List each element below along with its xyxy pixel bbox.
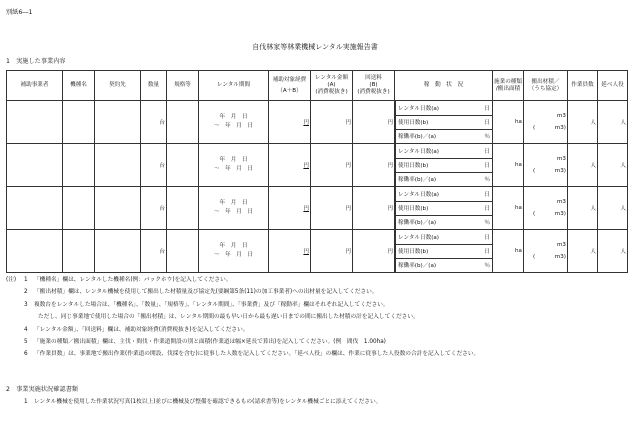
note-text: ただし、同じ事業地で使用した場合の「搬出材積」は、レンタル期間の最も早い日から最も遅い日までの間に搬出した材積の計を記入してください。 bbox=[38, 314, 419, 321]
person-days-cell[interactable]: 人 bbox=[597, 230, 627, 273]
note-number: 2 bbox=[24, 289, 28, 296]
header-quantity: 数量 bbox=[141, 71, 167, 101]
notes-label: (注) bbox=[6, 277, 17, 283]
document-item-number: 1 bbox=[24, 399, 28, 405]
header-rental-amount: レンタル金額 (A) (消費税抜き) bbox=[311, 71, 353, 101]
operation-status-cell bbox=[395, 230, 493, 273]
person-days-cell[interactable]: 人 bbox=[597, 101, 627, 144]
note-text: 「搬出材積」欄は、レンタル機械を使用して搬出した材積量及び協定先(要綱第5条(11)の加工事業者)への出材量を記入してください。 bbox=[34, 289, 378, 296]
utilization-rate-field[interactable]: 稼働率(b)／(a) ％ bbox=[396, 258, 493, 272]
section-2-heading: 2 事業実施状況確認書類 bbox=[6, 386, 78, 393]
section-1-heading: 1 実施した事業内容 bbox=[6, 58, 66, 65]
rental-days-field[interactable]: レンタル日数(a) 日 bbox=[396, 230, 493, 244]
spec-cell[interactable] bbox=[167, 187, 199, 230]
machine-cell[interactable] bbox=[63, 101, 95, 144]
spec-cell[interactable] bbox=[167, 144, 199, 187]
transport-fee-cell[interactable]: 円 bbox=[353, 187, 395, 230]
note-number: 1 bbox=[24, 277, 28, 283]
report-table bbox=[6, 70, 628, 273]
use-days-field[interactable]: 使用日数(b) 日 bbox=[396, 158, 493, 172]
subsidy-cost-cell[interactable]: 円 bbox=[269, 187, 311, 230]
work-area-cell[interactable]: ha bbox=[493, 230, 524, 273]
header-subsidy-cost: 補助対象経費 （A＋B） bbox=[269, 71, 311, 101]
table-row bbox=[7, 187, 628, 230]
spec-cell[interactable] bbox=[167, 230, 199, 273]
work-area-cell[interactable]: ha bbox=[493, 187, 524, 230]
subsidy-cost-cell[interactable]: 円 bbox=[269, 144, 311, 187]
table-header-row bbox=[7, 71, 628, 101]
use-days-field[interactable]: 使用日数(b) 日 bbox=[396, 244, 493, 258]
volume-cell[interactable]: m3 ( m3) bbox=[523, 144, 567, 187]
quantity-cell[interactable]: 台 bbox=[141, 101, 167, 144]
table-row bbox=[7, 144, 628, 187]
table-row bbox=[7, 101, 628, 144]
header-work-type: 施業の種類 /搬出面積 bbox=[493, 71, 524, 101]
spec-cell[interactable] bbox=[167, 101, 199, 144]
header-machine: 機種名 bbox=[63, 71, 95, 101]
period-cell[interactable]: 年 月 日 ～ 年 月 日 bbox=[199, 101, 269, 144]
machine-cell[interactable] bbox=[63, 230, 95, 273]
machine-cell[interactable] bbox=[63, 144, 95, 187]
work-area-cell[interactable]: ha bbox=[493, 144, 524, 187]
subsidy-cost-cell[interactable]: 円 bbox=[269, 101, 311, 144]
note-number: 4 bbox=[24, 326, 28, 333]
rental-amount-cell[interactable]: 円 bbox=[311, 101, 353, 144]
contractor-cell[interactable] bbox=[95, 101, 141, 144]
note-number: 6 bbox=[24, 351, 28, 358]
note-text: 複数台をレンタルした場合は、「機種名」、「数量」、「規格等」、「レンタル期間」、「事業費」及び「稼動率」欄はそれぞれ記入してください。 bbox=[34, 301, 389, 308]
contractor-cell[interactable] bbox=[95, 230, 141, 273]
operator-cell[interactable] bbox=[7, 187, 63, 230]
note-number: 5 bbox=[24, 339, 28, 345]
person-days-cell[interactable]: 人 bbox=[597, 187, 627, 230]
rental-days-field[interactable]: レンタル日数(a) 日 bbox=[396, 187, 493, 201]
header-contractor: 契約先 bbox=[95, 71, 141, 101]
use-days-field[interactable]: 使用日数(b) 日 bbox=[396, 115, 493, 129]
note-text: 「作業員数」は、事業地で搬出作業(作業道の開設、伐採を含む)に従事した人数を記入してください。「延べ人役」の欄は、作業に従事した人役数の合計を記入してください。 bbox=[34, 351, 480, 358]
operator-cell[interactable] bbox=[7, 144, 63, 187]
note-text: 「機種名」欄は、レンタルした機種名(例：バックホウ)を記入してください。 bbox=[34, 277, 232, 283]
header-volume: 搬出材積／ （うち協定） bbox=[523, 71, 567, 101]
rental-amount-cell[interactable]: 円 bbox=[311, 144, 353, 187]
transport-fee-cell[interactable]: 円 bbox=[353, 230, 395, 273]
form-number: 別紙6―1 bbox=[6, 9, 33, 16]
document-item-text: レンタル機械を使用した作業状況写真(1枚以上)並びに機械及び整備を確認できるもの(請求書等)をレンタル機械ごとに添えてください。 bbox=[34, 399, 382, 405]
operator-cell[interactable] bbox=[7, 101, 63, 144]
period-cell[interactable]: 年 月 日 ～ 年 月 日 bbox=[199, 230, 269, 273]
workers-cell[interactable]: 人 bbox=[567, 187, 597, 230]
note-text: 「施業の種類／搬出面積」欄は、主伐・間伐・作業道開設の別と面積(作業道は幅×延長で算出)を記入してください。(例 間伐 1.00ha) bbox=[34, 339, 386, 345]
quantity-cell[interactable]: 台 bbox=[141, 230, 167, 273]
operation-subtable bbox=[395, 230, 492, 272]
quantity-cell[interactable]: 台 bbox=[141, 144, 167, 187]
use-days-field[interactable]: 使用日数(b) 日 bbox=[396, 201, 493, 215]
rental-days-field[interactable]: レンタル日数(a) 日 bbox=[396, 144, 493, 158]
header-period: レンタル期間 bbox=[199, 71, 269, 101]
transport-fee-cell[interactable]: 円 bbox=[353, 144, 395, 187]
header-workers: 作業員数 bbox=[567, 71, 597, 101]
utilization-rate-field[interactable]: 稼働率(b)／(a) ％ bbox=[396, 172, 493, 186]
workers-cell[interactable]: 人 bbox=[567, 101, 597, 144]
header-transport-fee: 回送料 (B) (消費税抜き) bbox=[353, 71, 395, 101]
machine-cell[interactable] bbox=[63, 187, 95, 230]
table-row bbox=[7, 230, 628, 273]
volume-cell[interactable]: m3 ( m3) bbox=[523, 187, 567, 230]
operation-subtable bbox=[395, 144, 492, 186]
volume-cell[interactable]: m3 ( m3) bbox=[523, 101, 567, 144]
page-title: 自伐林家等林業機械レンタル実施報告書 bbox=[252, 43, 378, 51]
header-person-days: 延べ人役 bbox=[597, 71, 627, 101]
person-days-cell[interactable]: 人 bbox=[597, 144, 627, 187]
operation-subtable bbox=[395, 187, 492, 229]
period-cell[interactable]: 年 月 日 ～ 年 月 日 bbox=[199, 144, 269, 187]
workers-cell[interactable]: 人 bbox=[567, 230, 597, 273]
subsidy-cost-cell[interactable]: 円 bbox=[269, 230, 311, 273]
rental-amount-cell[interactable]: 円 bbox=[311, 230, 353, 273]
contractor-cell[interactable] bbox=[95, 187, 141, 230]
utilization-rate-field[interactable]: 稼働率(b)／(a) ％ bbox=[396, 129, 493, 143]
workers-cell[interactable]: 人 bbox=[567, 144, 597, 187]
rental-days-field[interactable]: レンタル日数(a) 日 bbox=[396, 101, 493, 115]
contractor-cell[interactable] bbox=[95, 144, 141, 187]
operation-status-cell bbox=[395, 187, 493, 230]
header-spec: 規格等 bbox=[167, 71, 199, 101]
period-cell[interactable]: 年 月 日 ～ 年 月 日 bbox=[199, 187, 269, 230]
work-area-cell[interactable]: ha bbox=[493, 101, 524, 144]
utilization-rate-field[interactable]: 稼働率(b)／(a) ％ bbox=[396, 215, 493, 229]
rental-amount-cell[interactable]: 円 bbox=[311, 187, 353, 230]
operation-status-cell bbox=[395, 101, 493, 144]
operation-status-cell bbox=[395, 144, 493, 187]
operator-cell[interactable] bbox=[7, 230, 63, 273]
header-operation-status: 稼 動 状 況 bbox=[395, 71, 493, 101]
volume-cell[interactable]: m3 ( m3) bbox=[523, 230, 567, 273]
operation-subtable bbox=[395, 101, 492, 143]
header-operator: 補助事業者 bbox=[7, 71, 63, 101]
transport-fee-cell[interactable]: 円 bbox=[353, 101, 395, 144]
note-number: 3 bbox=[24, 301, 28, 308]
note-text: 「レンタル金額」、「回送料」欄は、補助対象経費(消費税抜き)を記入してください。 bbox=[34, 326, 249, 333]
quantity-cell[interactable]: 台 bbox=[141, 187, 167, 230]
